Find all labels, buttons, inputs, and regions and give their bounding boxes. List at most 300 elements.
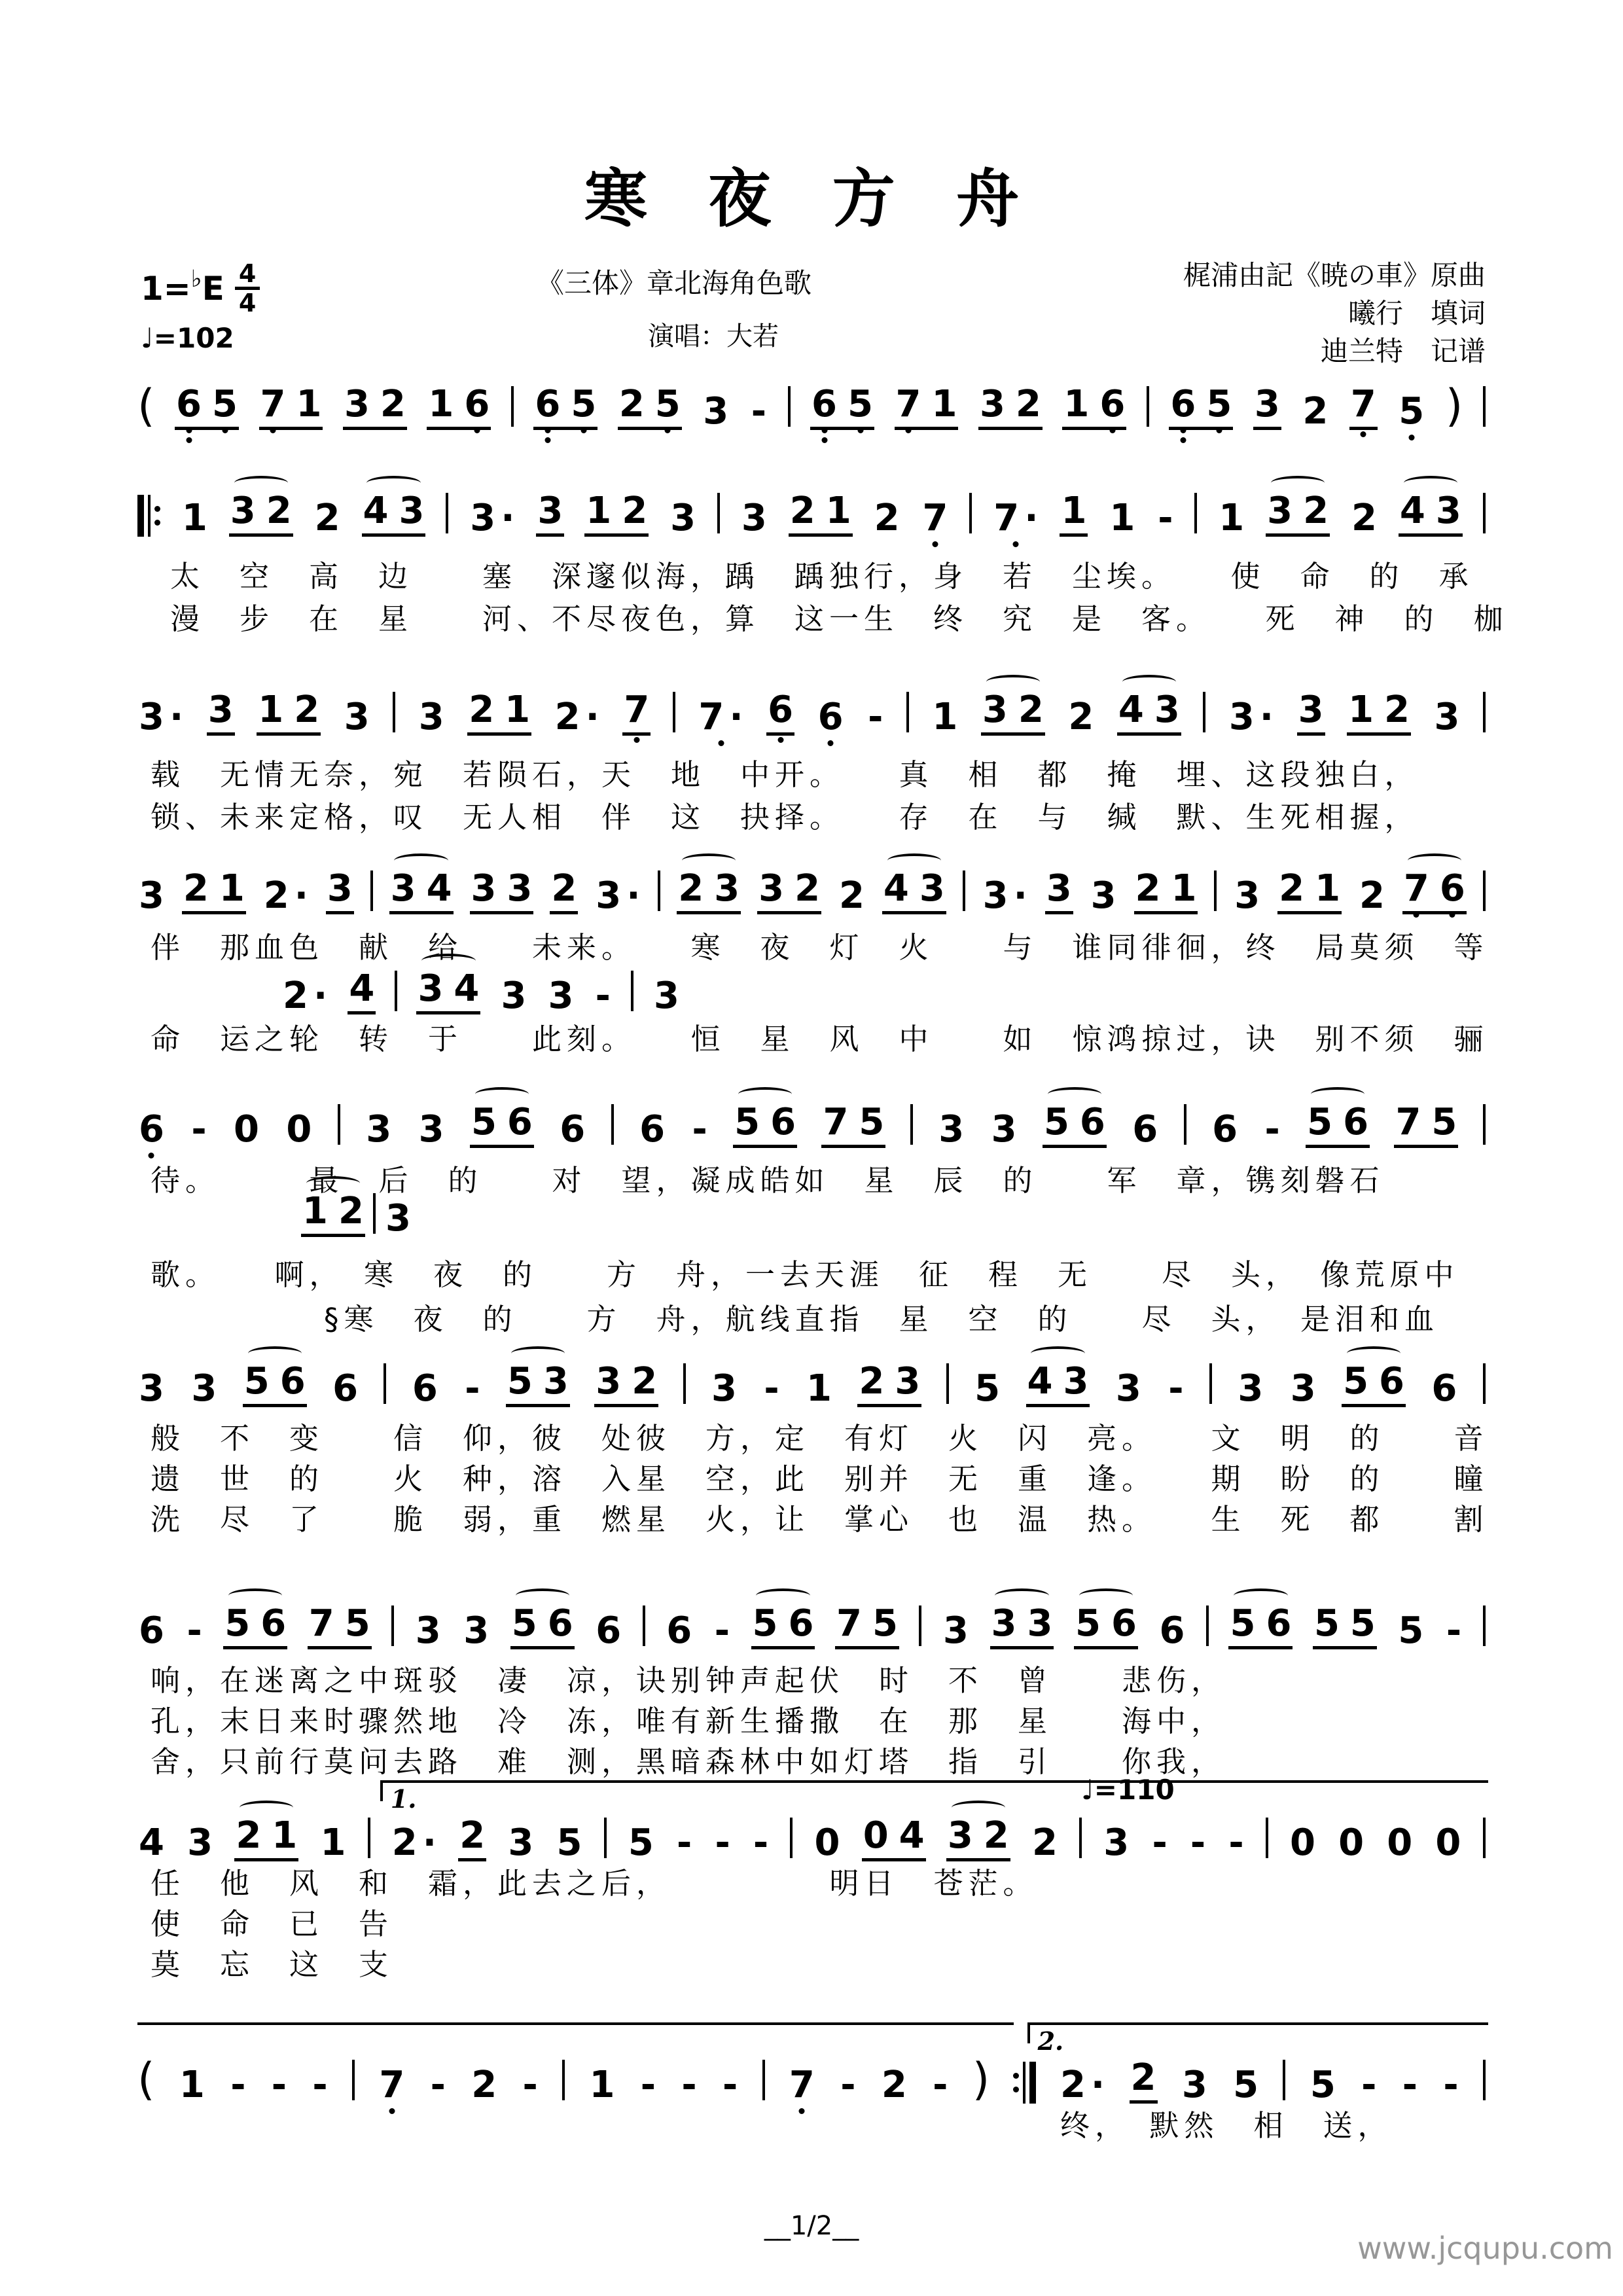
music-system <box>137 1774 1486 1864</box>
octave-dots <box>1013 541 1019 547</box>
digit-glyph: 5 <box>1343 1360 1369 1403</box>
notes-row <box>137 1602 1486 1652</box>
note-digit <box>770 1101 796 1143</box>
digit-glyph: 5 <box>1075 1602 1101 1645</box>
notes-row <box>137 689 1486 736</box>
digit-glyph: 6 <box>139 1609 164 1652</box>
barline <box>1283 2060 1285 2100</box>
digit-glyph: 3 <box>139 1367 164 1410</box>
digit-glyph: 3 <box>471 867 497 910</box>
key-prefix: 1= <box>141 269 191 308</box>
octave-dot <box>186 427 192 433</box>
digit-glyph: 3 <box>1154 689 1180 731</box>
digit-glyph: 2 <box>1359 874 1385 917</box>
lyrics-row: 莫 忘 这 支 <box>151 1947 394 1982</box>
note-digit <box>714 867 740 910</box>
octave-dot <box>1180 437 1186 443</box>
note-digit <box>627 1821 655 1864</box>
beamed-group <box>343 383 407 430</box>
note-digit <box>788 1602 814 1645</box>
note-digit <box>638 1108 666 1151</box>
octave-dot <box>544 427 550 433</box>
digit-glyph: 3 <box>982 689 1008 731</box>
note-digit <box>665 1609 693 1652</box>
digit-glyph: - <box>1402 2064 1418 2106</box>
note-digit <box>137 1367 166 1410</box>
duration-dash <box>1150 1821 1168 1864</box>
digit-glyph: 5 <box>571 383 597 425</box>
digit-glyph: 3 <box>1115 1367 1141 1410</box>
note-digit <box>294 689 320 731</box>
volta-label: 2. <box>1037 2026 1064 2056</box>
note-digit <box>622 490 648 532</box>
note-digit <box>1403 867 1429 910</box>
note-digit <box>426 867 452 910</box>
octave-dots <box>777 737 783 743</box>
note-digit <box>1253 383 1281 430</box>
digit-glyph: 3 <box>507 867 533 910</box>
barline <box>969 493 972 533</box>
beamed-group <box>510 1602 575 1649</box>
music-system <box>137 380 1486 433</box>
digit-glyph: 4 <box>1027 1360 1053 1403</box>
digit-glyph: 6 <box>1159 1609 1185 1652</box>
digit-glyph: 2 <box>338 1190 364 1232</box>
note-digit <box>1434 1821 1462 1864</box>
digit-glyph: 7 <box>1395 1101 1421 1143</box>
duration-dash <box>680 2064 698 2106</box>
beamed-group <box>1266 490 1330 537</box>
digit-glyph: 3 <box>415 1609 441 1652</box>
lyrics-row: 太 空 高 边 塞 深邃似海，踽 踽独行，身 若 尘埃。 使 命 的 承 <box>170 559 1474 594</box>
digit-glyph: 1 <box>1315 867 1341 910</box>
lyrics-row: 洗 尽 了 脆 弱，重 燃星 火，让 掌心 也 温 热。 生 死 都 割 <box>151 1502 1489 1537</box>
digit-glyph: 3 <box>537 490 563 532</box>
slur-arc <box>1079 1588 1133 1603</box>
octave-dot <box>389 2108 395 2114</box>
note-digit <box>1135 867 1161 910</box>
digit-glyph: 2 <box>859 1360 885 1403</box>
note-digit <box>178 2064 206 2106</box>
note-digit <box>1289 1821 1317 1864</box>
note-digit <box>1303 490 1329 532</box>
digit-glyph: - <box>677 1821 692 1864</box>
note-digit <box>212 383 238 425</box>
notes-row <box>281 967 681 1017</box>
digit-glyph: 3 <box>1027 1602 1053 1645</box>
note-digit <box>137 1108 166 1151</box>
barline <box>963 870 965 911</box>
barline <box>1266 1818 1268 1858</box>
digit-glyph: 2 <box>1384 689 1410 731</box>
note-digit <box>390 867 416 910</box>
note-digit <box>1297 689 1325 736</box>
beamed-group <box>175 383 239 430</box>
note-digit <box>1171 867 1197 910</box>
note-digit <box>558 1108 586 1151</box>
digit-glyph: 2 <box>881 2064 907 2106</box>
note-digit <box>507 1101 533 1143</box>
digit-glyph: 1 <box>272 1814 298 1857</box>
octave-dots <box>149 1153 154 1158</box>
barline <box>1214 870 1217 911</box>
digit-glyph: 2 <box>266 490 292 532</box>
barline <box>391 1605 394 1646</box>
note-digit <box>1399 490 1425 532</box>
digit-glyph: 7 <box>698 696 724 738</box>
digit-glyph: - <box>714 1609 730 1652</box>
note-digit <box>1279 867 1305 910</box>
digit-glyph: 3 <box>139 696 164 738</box>
barline <box>683 1363 686 1404</box>
octave-dot <box>1414 912 1419 918</box>
digit-glyph: 1 <box>302 1190 328 1232</box>
note-digit <box>1043 1101 1069 1143</box>
digit-glyph: 3 <box>548 975 574 1017</box>
beamed-group <box>981 689 1045 736</box>
page-number: __1/2__ <box>764 2211 859 2241</box>
digit-glyph: 2 <box>789 490 815 532</box>
digit-glyph: 5 <box>224 1602 251 1645</box>
beamed-group <box>427 383 491 430</box>
digit-glyph: 2 <box>1302 390 1329 433</box>
digit-glyph: 2 <box>1060 2064 1086 2106</box>
beamed-group <box>234 1814 298 1861</box>
barline <box>1483 2060 1486 2100</box>
duration-dash <box>1360 2064 1378 2106</box>
duration-dash <box>311 2064 329 2106</box>
octave-dots <box>1414 912 1419 918</box>
digit-glyph: 4 <box>349 967 375 1010</box>
barline <box>338 1104 340 1145</box>
note-digit <box>186 1821 214 1864</box>
note-digit <box>365 1108 393 1151</box>
note-digit <box>1131 1108 1159 1151</box>
note-digit <box>418 967 444 1010</box>
digit-glyph: 2 <box>622 490 648 532</box>
digit-glyph: 2 <box>874 497 900 539</box>
barline <box>1483 870 1486 911</box>
note-digit <box>281 975 329 1017</box>
beamed-group <box>416 967 480 1014</box>
notes-row <box>137 1814 1486 1864</box>
subtitle: 《三体》章北海角色歌 <box>536 267 812 299</box>
repeat-dots <box>154 506 160 526</box>
note-digit <box>847 383 873 425</box>
digit-glyph: 3 <box>385 1197 411 1240</box>
digit-glyph: 3 <box>982 874 1008 917</box>
note-digit <box>219 867 245 910</box>
note-digit <box>1102 1821 1130 1864</box>
barline <box>352 2060 355 2100</box>
note-digit <box>982 874 1029 917</box>
note-digit <box>262 874 310 917</box>
octave-dot <box>1408 435 1414 440</box>
slur-arc <box>1347 1346 1400 1361</box>
duration-dash <box>690 1108 708 1151</box>
augmentation-dot: · <box>501 497 515 539</box>
notes-row <box>137 490 1486 537</box>
digit-glyph: 4 <box>1399 490 1425 532</box>
repeat-dot <box>154 506 160 512</box>
digit-glyph: 3 <box>1234 874 1260 917</box>
note-digit <box>758 867 785 910</box>
digit-glyph: 3 <box>418 967 444 1010</box>
note-digit <box>181 497 209 539</box>
octave-dot <box>857 427 863 433</box>
slur-arc <box>995 1588 1048 1603</box>
note-digit <box>1313 1602 1340 1645</box>
music-system <box>137 1101 1486 1151</box>
digit-glyph: 6 <box>279 1360 306 1403</box>
digit-glyph: 0 <box>286 1108 312 1151</box>
note-digit <box>471 1101 497 1143</box>
note-digit <box>697 696 744 738</box>
note-digit <box>260 383 286 425</box>
note-digit <box>137 1609 166 1652</box>
digit-glyph: 6 <box>812 383 838 425</box>
note-digit <box>1130 2056 1158 2104</box>
digit-glyph: 3 <box>366 1108 392 1151</box>
barline <box>1147 386 1149 427</box>
digit-glyph: 3 <box>919 867 945 910</box>
digit-glyph: 6 <box>332 1367 359 1410</box>
digit-glyph: - <box>933 2064 948 2106</box>
digit-glyph: 1 <box>505 689 531 731</box>
digit-glyph: 3 <box>1063 1360 1089 1403</box>
duration-dash <box>866 696 884 738</box>
note-digit <box>1090 874 1118 917</box>
note-digit <box>272 1814 298 1857</box>
note-digit <box>469 689 495 731</box>
digit-glyph: 3 <box>741 497 767 539</box>
note-digit <box>260 1602 287 1645</box>
digit-glyph: 4 <box>426 867 452 910</box>
beamed-group <box>810 383 874 430</box>
beamed-group <box>533 383 597 430</box>
begin-repeat-sign <box>137 495 160 537</box>
digit-glyph: 1 <box>179 2064 205 2106</box>
note-digit <box>669 497 697 539</box>
beamed-group <box>584 490 649 537</box>
note-digit <box>1433 696 1461 738</box>
note-digit <box>1067 696 1095 738</box>
note-digit <box>1063 383 1090 425</box>
octave-dot <box>633 737 639 743</box>
digit-glyph: 0 <box>863 1814 889 1857</box>
digit-glyph: 5 <box>1206 383 1232 425</box>
digit-glyph: 0 <box>814 1821 840 1864</box>
digit-glyph: 6 <box>260 1602 287 1645</box>
digit-glyph: 4 <box>454 967 480 1010</box>
note-digit <box>418 696 446 738</box>
digit-glyph: 5 <box>859 1101 885 1143</box>
lyrics-row: 遗 世 的 火 种，溶 入星 空，此 别并 无 重 逢。 期 盼 的 瞳 <box>151 1462 1489 1496</box>
digit-glyph: - <box>191 1108 207 1151</box>
digit-glyph: 6 <box>1266 1602 1292 1645</box>
note-digit <box>1118 689 1144 731</box>
digit-glyph: 3 <box>463 1609 490 1652</box>
note-digit <box>137 874 166 917</box>
lyrics-row: 待。 最 后 的 对 望，凝成皓如 星 辰 的 军 章，镌刻磐石 <box>151 1163 1385 1198</box>
note-digit <box>1217 497 1245 539</box>
note-digit <box>1170 383 1196 425</box>
lyrics-row: 漫 步 在 星 河、不尽夜色，算 这一生 终 究 是 客。 死 神 的 枷 <box>170 601 1508 636</box>
duration-dash <box>190 1108 207 1151</box>
digit-glyph: 2 <box>1068 696 1094 738</box>
digit-glyph: 5 <box>243 1360 270 1403</box>
note-digit <box>931 383 957 425</box>
augmentation-dot: · <box>313 975 328 1017</box>
octave-dot <box>799 2108 805 2114</box>
note-digit <box>942 1609 970 1652</box>
digit-glyph: 6 <box>1099 383 1126 425</box>
digit-glyph: 1 <box>258 689 284 731</box>
note-digit <box>1236 1367 1264 1410</box>
digit-glyph: 5 <box>344 1602 370 1645</box>
digit-glyph: 1 <box>932 696 958 738</box>
note-digit <box>740 497 768 539</box>
key-letter: E <box>202 269 224 308</box>
note-digit <box>586 490 612 532</box>
repeat-dots <box>1013 2073 1019 2092</box>
digit-glyph: 3 <box>1046 867 1072 910</box>
barline <box>562 2060 565 2100</box>
octave-dot <box>1216 427 1222 433</box>
digit-glyph: 3 <box>1228 696 1255 738</box>
duration-dash <box>762 1367 780 1410</box>
note-digit <box>1158 1609 1186 1652</box>
barline <box>1206 1605 1209 1646</box>
barline <box>1194 493 1197 533</box>
digit-glyph: 2 <box>391 1821 418 1864</box>
beamed-group <box>1062 383 1126 430</box>
beamed-group <box>978 383 1043 430</box>
digit-glyph: - <box>1443 2064 1459 2106</box>
note-digit <box>176 383 202 425</box>
lyrics-row: 般 不 变 信 仰，彼 处彼 方，定 有灯 火 闪 亮。 文 明 的 音 <box>151 1421 1489 1456</box>
digit-glyph: - <box>430 2064 446 2106</box>
note-digit <box>1230 1602 1256 1645</box>
note-digit <box>279 1360 306 1403</box>
digit-glyph: 3 <box>1254 383 1280 425</box>
beamed-group <box>506 1360 570 1407</box>
slur-arc <box>366 476 420 490</box>
note-digit <box>302 1190 328 1232</box>
note-digit <box>1228 696 1275 738</box>
note-digit <box>344 1602 370 1645</box>
beamed-group <box>223 1602 287 1649</box>
music-system <box>137 2026 1486 2106</box>
lyrics-row: 响，在迷离之中斑驳 凄 凉，诀别钟声起伏 时 不 曾 悲伤， <box>151 1663 1226 1698</box>
digit-glyph: 3 <box>1298 689 1324 731</box>
beamed-group <box>301 1190 365 1237</box>
duration-dash <box>270 2064 288 2106</box>
note-digit <box>507 1821 535 1864</box>
digit-glyph: 3 <box>470 497 496 539</box>
duration-dash <box>186 1609 204 1652</box>
parenthesis: ( <box>137 380 155 432</box>
octave-dots <box>932 541 938 547</box>
duration-dash <box>1156 497 1174 539</box>
digit-glyph: 6 <box>596 1609 622 1652</box>
digit-glyph: 2 <box>294 689 320 731</box>
slur-arc <box>756 1588 810 1603</box>
beamed-group <box>733 1101 797 1148</box>
digit-glyph: - <box>840 2064 856 2106</box>
note-digit <box>384 1197 412 1240</box>
note-digit <box>632 1360 658 1403</box>
beamed-group <box>751 1602 815 1649</box>
notes-row <box>137 867 1486 917</box>
note-digit <box>813 1821 842 1864</box>
digit-glyph: - <box>271 2064 287 2106</box>
digit-glyph: 0 <box>1338 1821 1364 1864</box>
duration-dash <box>752 1821 770 1864</box>
digit-glyph: 6 <box>507 1101 533 1143</box>
digit-glyph: - <box>1228 1821 1244 1864</box>
barline <box>658 870 660 911</box>
beamed-group <box>1399 490 1463 537</box>
digit-glyph: 5 <box>1310 2064 1336 2106</box>
repeat-dot <box>1013 2073 1019 2079</box>
beamed-group <box>1306 1101 1370 1148</box>
digit-glyph: - <box>1152 1821 1168 1864</box>
beamed-group <box>757 867 821 914</box>
note-digit <box>507 1360 533 1403</box>
time-numerator: 4 <box>238 259 257 288</box>
digit-glyph: 2 <box>1351 497 1377 539</box>
note-digit <box>266 490 292 532</box>
duration-dash <box>713 1609 731 1652</box>
barline <box>946 1363 949 1404</box>
note-digit <box>594 1609 622 1652</box>
barline <box>604 1818 607 1858</box>
notes-row <box>137 380 1486 433</box>
note-digit <box>543 1360 569 1403</box>
lyrics-row: 舍，只前行莫问去路 难 测，黑暗森林中如灯塔 指 引 你我， <box>151 1744 1226 1779</box>
volta-bracket <box>137 2022 1014 2043</box>
digit-glyph: 4 <box>363 490 389 532</box>
octave-dots <box>821 427 827 443</box>
duration-dash <box>713 1821 731 1864</box>
note-digit <box>734 1101 760 1143</box>
credit-transcriber: 迪兰特 记谱 <box>1320 335 1486 367</box>
octave-dot <box>149 1153 154 1158</box>
digit-glyph: 3 <box>653 975 679 1017</box>
digit-glyph: 1 <box>806 1367 832 1410</box>
digit-glyph: 1 <box>1348 689 1374 731</box>
duration-dash <box>522 2064 539 2106</box>
slur-arc <box>1408 853 1461 868</box>
octave-dots <box>1109 427 1115 433</box>
note-digit <box>947 1814 973 1857</box>
beamed-group <box>1169 383 1233 430</box>
digit-glyph: 2 <box>632 1360 658 1403</box>
note-digit <box>1350 497 1378 539</box>
digit-glyph: 0 <box>1289 1821 1315 1864</box>
digit-glyph: 5 <box>1399 390 1425 433</box>
note-digit <box>1397 390 1425 433</box>
note-digit <box>243 1360 270 1403</box>
digit-glyph: 6 <box>560 1108 586 1151</box>
digit-glyph: 3 <box>501 975 527 1017</box>
digit-glyph: 3 <box>344 696 370 738</box>
credit-lyricist: 曦行 填词 <box>1347 297 1486 329</box>
note-digit <box>1108 497 1136 539</box>
octave-dots <box>633 737 639 743</box>
note-digit <box>1232 2064 1260 2106</box>
